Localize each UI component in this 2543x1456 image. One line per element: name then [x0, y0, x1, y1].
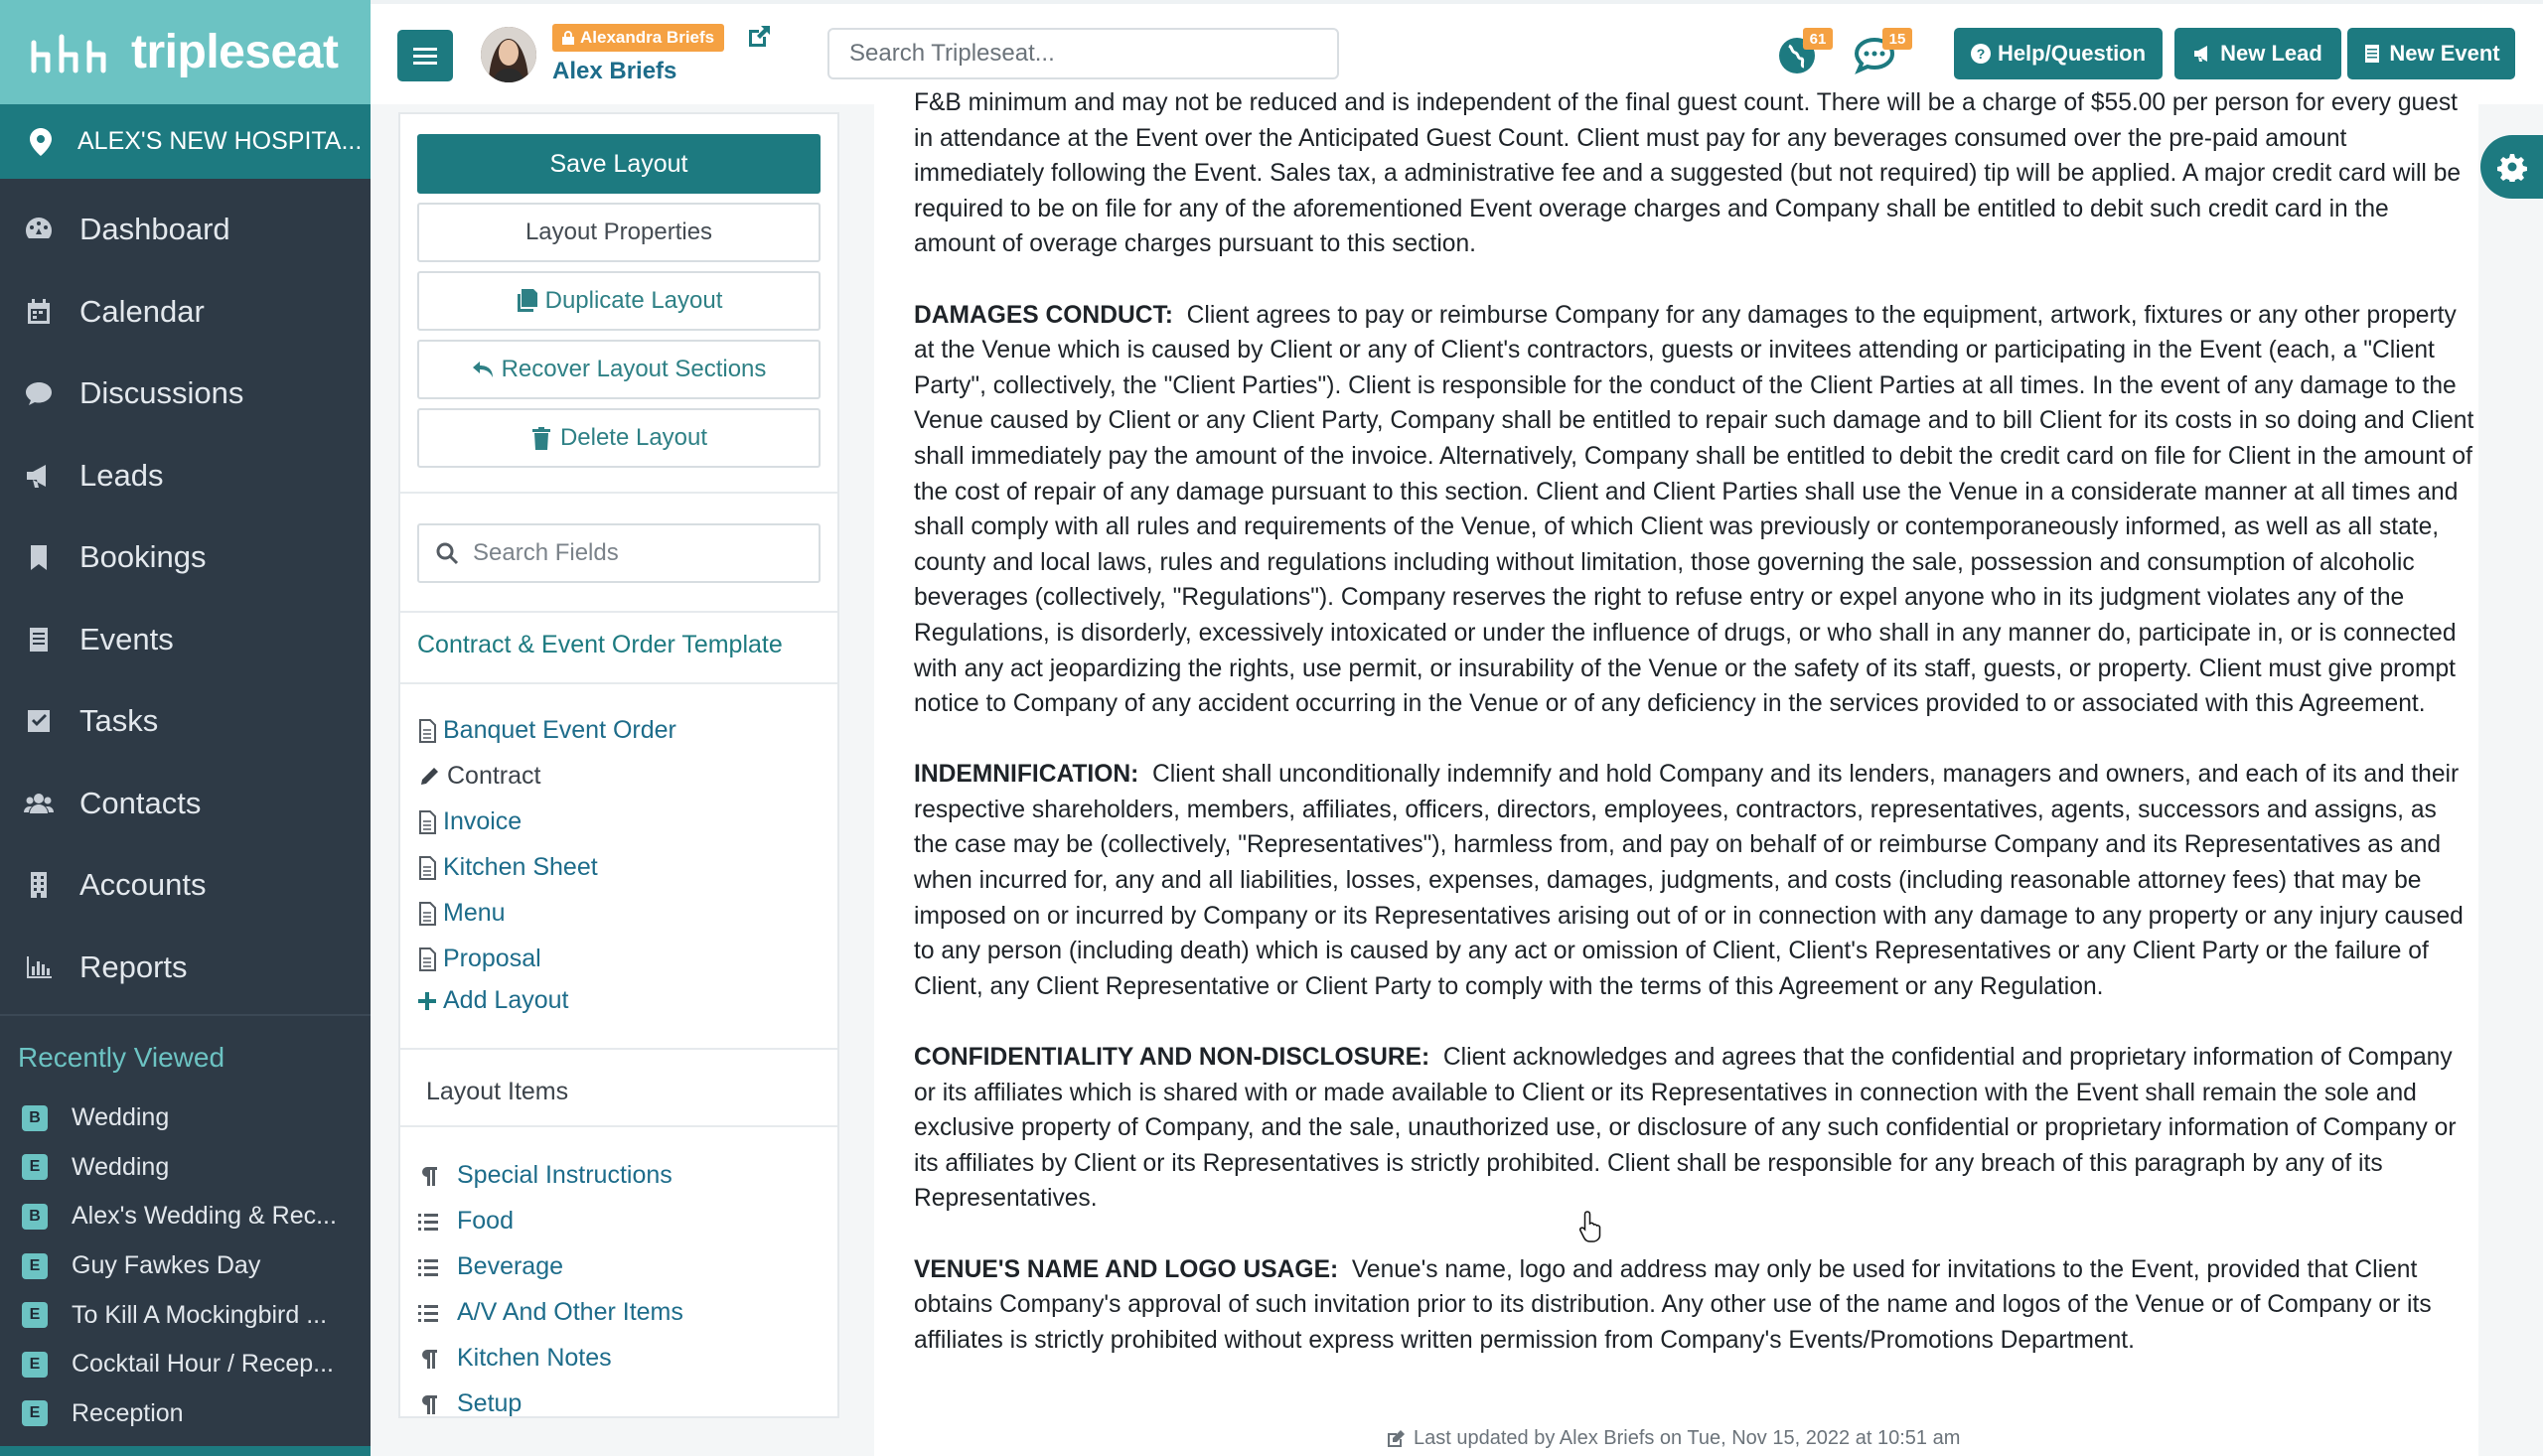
document-body	[914, 89, 2475, 1393]
new-lead-label: New Lead	[2220, 41, 2322, 66]
file-icon	[417, 719, 437, 743]
global-search-input[interactable]	[827, 28, 1339, 79]
layout-link-menu[interactable]	[417, 899, 506, 928]
sidebar-footer-bar	[0, 1446, 371, 1456]
calendar-icon	[24, 297, 54, 327]
layout-link-proposal[interactable]	[417, 945, 541, 973]
list-icon	[417, 1211, 439, 1233]
messages-count-badge: 15	[1882, 28, 1912, 50]
svg-text:?: ?	[1976, 46, 1986, 62]
recent-item-label: Cocktail Hour / Recep...	[72, 1350, 334, 1379]
nav-label: Tasks	[79, 703, 159, 739]
layout-editor-panel	[398, 112, 839, 1418]
user-badge-label: Alexandra Briefs	[580, 28, 715, 47]
list-icon	[417, 1256, 439, 1278]
recover-layout-sections-button[interactable]	[417, 340, 821, 399]
trash-icon	[530, 426, 552, 450]
notifications-count-badge: 61	[1803, 28, 1833, 50]
event-badge: E	[22, 1154, 48, 1180]
panel-divider	[400, 611, 837, 613]
event-badge: E	[22, 1400, 48, 1426]
brand-name: tripleseat	[131, 26, 339, 78]
panel-divider	[400, 682, 837, 684]
building-icon	[24, 870, 54, 900]
recent-item[interactable]	[0, 1192, 371, 1241]
booking-badge: B	[22, 1204, 48, 1230]
paragraph-icon	[417, 1348, 439, 1370]
gear-icon	[2497, 152, 2527, 182]
nav-label: Reports	[79, 948, 188, 984]
document-section-indemnification	[914, 757, 2475, 1004]
layout-item-label: Food	[457, 1207, 514, 1235]
layout-link-label: Invoice	[443, 807, 523, 835]
nav-label: Leads	[79, 457, 164, 493]
recent-item[interactable]	[0, 1290, 371, 1340]
chat-icon	[24, 378, 54, 408]
question-circle-icon	[1971, 44, 1991, 64]
copy-icon	[516, 289, 537, 313]
megaphone-icon	[24, 461, 54, 491]
last-updated-text: Last updated by Alex Briefs on Tue, Nov 15, 2022 at 10:51 am	[1414, 1427, 1961, 1449]
nav-label: Discussions	[79, 375, 244, 411]
user-name[interactable]: Alex Briefs	[552, 58, 677, 84]
file-icon	[417, 947, 437, 971]
map-pin-icon	[30, 128, 52, 156]
help-question-label: Help/Question	[1997, 41, 2147, 66]
users-icon	[24, 789, 54, 818]
layout-item-label: Special Instructions	[457, 1161, 673, 1189]
recently-viewed-title: Recently Viewed	[18, 1042, 225, 1073]
section-heading: CONFIDENTIALITY AND NON-DISCLOSURE:	[914, 1044, 1430, 1072]
event-badge: E	[22, 1352, 48, 1378]
search-fields-placeholder: Search Fields	[473, 539, 619, 566]
layout-link-label: Kitchen Sheet	[443, 853, 598, 881]
recent-item-label: Wedding	[72, 1152, 170, 1181]
paragraph-icon	[417, 1165, 439, 1187]
section-body: Client shall unconditionally indemnify and hold Company and its lenders, managers and owners, and each of its and their respective shareholders, members, affiliates, officers, directors, employees, contractors, representatives, agents, successors and assigns, as the case may be (collectively, "Representatives"), harmless from, and pay on behalf of or reimburse Company and its Representatives as and when incurred for, any and all liabilities, losses, expenses, damages, judgments, and costs (including reasonable attorney fees) that may be imposed on or incurred by Company or its Representatives arising out of or in connection with any damage to any property or any injury caused to any person (including death) which is caused by any act or omission of Client, Client's Representatives or any Client Party or the failure of Client, any Client Representative or Client Party to comply with the terms of this Agreement or any Regulation.	[914, 761, 2464, 1000]
edit-icon	[1386, 1429, 1406, 1449]
duplicate-layout-label: Duplicate Layout	[544, 287, 723, 314]
settings-tab[interactable]	[2480, 135, 2543, 199]
sidebar	[0, 0, 371, 1456]
layout-link-contract[interactable]	[417, 762, 540, 791]
nav-label: Accounts	[79, 867, 207, 903]
section-heading: VENUE'S NAME AND LOGO USAGE:	[914, 1255, 1339, 1283]
layout-link-label: Banquet Event Order	[443, 716, 676, 744]
bar-chart-icon	[24, 952, 54, 982]
recent-item[interactable]	[0, 1389, 371, 1439]
delete-layout-button[interactable]	[417, 408, 821, 468]
nav-label: Calendar	[79, 293, 205, 329]
nav-label: Dashboard	[79, 212, 230, 247]
paragraph-icon	[417, 1393, 439, 1415]
pencil-icon	[417, 765, 441, 789]
document-section-venue-name	[914, 1252, 2475, 1359]
user-badge	[552, 24, 724, 52]
layout-link-kitchen-sheet[interactable]	[417, 853, 598, 882]
help-question-button[interactable]	[1954, 28, 2163, 79]
save-layout-button[interactable]	[417, 134, 821, 194]
layout-link-banquet-event-order[interactable]	[417, 716, 676, 745]
megaphone-icon	[2193, 44, 2213, 64]
hand-cursor-icon	[1579, 1210, 1605, 1243]
list-icon	[417, 1302, 439, 1324]
section-body: Client acknowledges and agrees that the confidential and proprietary information of Company or its affiliates which is shared with or made available to Client or its Representatives in connection with the Event shall remain the sole and exclusive property of Company, and the sale, unauthorized use, or disclosure of any such confidential or proprietary information of Company or its affiliates by Client or its Representatives is strictly prohibited. Client shall be responsible for any breach of this paragraph by any of its Representatives.	[914, 1044, 2457, 1213]
plus-icon	[417, 989, 437, 1013]
file-icon	[417, 856, 437, 880]
duplicate-layout-button[interactable]	[417, 271, 821, 331]
event-badge: E	[22, 1302, 48, 1328]
file-icon	[417, 810, 437, 834]
recent-item-label: To Kill A Mockingbird ...	[72, 1300, 328, 1329]
undo-icon	[472, 358, 494, 381]
nav-events[interactable]	[0, 599, 371, 681]
nav-bookings[interactable]	[0, 516, 371, 599]
layout-item-setup[interactable]	[417, 1389, 522, 1418]
section-body: Client agrees to pay or reimburse Company for any damages to the equipment, artwork, fixtures or any other property at the Venue which is caused by Client or any of Client's contractors, guests or invitees attending or participating in the Event (each, a "Client Party", collectively, the "Client Parties"). Client is responsible for the conduct of the Client Parties at all times. In the event of any damage to the Venue caused by Client or any Client Party, Company shall be entitled to repair such damage and to bill Client for its costs in so doing and Client shall immediately pay the amount of the invoice. Alternatively, Company shall be entitled to debit the credit card on file for Client in the amount of the cost of repair of any damage pursuant to this section. Client and Client Parties shall use the Venue in a considerate manner at all times and shall comply with all rules and requirements of the Venue, of which Client was previously or contemporaneously informed, as well as all state, county and local laws, rules and regulations including without limitation, those governing the sale, possession and consumption of alcoholic beverages (collectively, "Regulations"). Company reserves the right to refuse entry or expel anyone who in its judgment violates any of the Regulations, is disorderly, excessively intoxicated or under the influence of drugs, or who shall in any manner do, participate in, or is connected with any act jeopardizing the rights, use permit, or insurability of the Venue or the safety of its staff, guests, or property. Client must give prompt notice to Company of any accident occurring in the Venue or of any deficiency in the services provided to or associated with this Agreement.	[914, 301, 2474, 718]
venue-selector[interactable]	[0, 104, 371, 179]
layout-item-label: Kitchen Notes	[457, 1344, 612, 1372]
file-icon	[417, 902, 437, 926]
events-icon	[24, 625, 54, 655]
nav-contacts[interactable]	[0, 763, 371, 845]
section-heading: INDEMNIFICATION:	[914, 761, 1139, 789]
brand-logo[interactable]	[0, 0, 371, 104]
nav-accounts[interactable]	[0, 844, 371, 927]
search-fields-input[interactable]	[417, 523, 821, 583]
add-layout-link[interactable]	[417, 986, 569, 1015]
recent-item-label: Guy Fawkes Day	[72, 1251, 261, 1280]
contract-document	[874, 89, 2478, 1456]
layout-item-food[interactable]	[417, 1207, 514, 1236]
panel-divider	[400, 1048, 837, 1050]
recover-layout-sections-label: Recover Layout Sections	[501, 356, 767, 382]
nav-label: Events	[79, 621, 174, 656]
layout-item-label: Beverage	[457, 1252, 564, 1280]
nav-label: Bookings	[79, 539, 207, 575]
event-badge: E	[22, 1253, 48, 1279]
top-bar-border	[371, 0, 2543, 4]
recent-item[interactable]	[0, 1340, 371, 1389]
layout-item-av-other[interactable]	[417, 1298, 683, 1327]
document-section-confidentiality	[914, 1040, 2475, 1217]
layout-link-label: Proposal	[443, 945, 541, 972]
nav-dashboard[interactable]	[0, 189, 371, 271]
new-lead-button[interactable]	[2174, 28, 2341, 79]
template-link[interactable]: Contract & Event Order Template	[417, 631, 783, 658]
layout-item-kitchen-notes[interactable]	[417, 1344, 612, 1373]
recent-item[interactable]	[0, 1241, 371, 1291]
document-paragraph	[914, 89, 2475, 262]
venue-name: ALEX'S NEW HOSPITA...	[77, 127, 363, 155]
layout-item-beverage[interactable]	[417, 1252, 563, 1281]
recent-item-label: Reception	[72, 1398, 184, 1427]
lock-icon	[562, 31, 574, 45]
nav-tasks[interactable]	[0, 680, 371, 763]
nav-discussions[interactable]	[0, 353, 371, 435]
document-section-damages	[914, 298, 2475, 722]
layout-link-label: Contract	[447, 762, 541, 790]
layout-link-invoice[interactable]	[417, 807, 522, 836]
section-heading: DAMAGES CONDUCT:	[914, 301, 1173, 329]
hamburger-icon	[413, 46, 437, 66]
section-body: Venue's name, logo and address may only be used for invitations to the Event, provided that Client obtains Company's approval of such invitation prior to its distribution. Any other use of the name and logos of the Venue or of Company or its affiliates is strictly prohibited without express written permission from Company's Events/Promotions Department.	[914, 1255, 2432, 1354]
layout-items-title: Layout Items	[426, 1078, 569, 1105]
events-icon	[2362, 44, 2382, 64]
recently-viewed-list	[0, 1093, 371, 1438]
booking-badge: B	[22, 1105, 48, 1131]
layout-properties-label: Layout Properties	[524, 218, 713, 245]
new-event-button[interactable]	[2347, 28, 2515, 79]
new-event-label: New Event	[2389, 41, 2500, 66]
checkbox-icon	[24, 706, 54, 736]
layout-item-label: A/V And Other Items	[457, 1298, 683, 1326]
add-layout-label: Add Layout	[443, 986, 569, 1014]
tripleseat-logo-icon	[30, 31, 119, 74]
panel-divider	[400, 1125, 837, 1127]
layout-link-label: Menu	[443, 899, 506, 927]
recent-item-label: Wedding	[72, 1103, 170, 1132]
menu-toggle-button[interactable]	[397, 30, 453, 81]
paragraph-text: F&B minimum and may not be reduced and is independent of the final guest count. There will be a charge of $55.00 per person for every guest in attendance at the Event over the Anticipated Guest Count. Client must pay for any beverages consumed over the pre-paid amount immediately following the Event. Sales tax, a administrative fee and a suggested (but not required) tip will be applied. A major credit card will be required to be on file for any of the aforementioned Event overage charges and Company shall be entitled to debit such credit card in the amount of overage charges pursuant to this section.	[914, 89, 2462, 258]
delete-layout-label: Delete Layout	[559, 424, 708, 451]
main-nav	[0, 179, 371, 1008]
recent-item-label: Alex's Wedding & Rec...	[72, 1202, 337, 1231]
user-photo-icon	[481, 27, 536, 82]
dashboard-icon	[24, 215, 54, 244]
save-layout-label: Save Layout	[549, 149, 688, 178]
bookmark-icon	[24, 542, 54, 572]
nav-calendar[interactable]	[0, 271, 371, 354]
search-icon	[435, 541, 459, 565]
nav-leads[interactable]	[0, 435, 371, 517]
recent-item[interactable]	[0, 1093, 371, 1143]
last-updated	[1386, 1427, 1960, 1450]
avatar[interactable]	[481, 27, 536, 82]
panel-divider	[400, 492, 837, 494]
external-link-icon[interactable]	[746, 24, 772, 50]
layout-item-label: Setup	[457, 1389, 523, 1417]
layout-item-special-instructions[interactable]	[417, 1161, 673, 1190]
nav-reports[interactable]	[0, 927, 371, 1009]
layout-properties-button[interactable]	[417, 203, 821, 262]
nav-label: Contacts	[79, 785, 202, 820]
recent-item[interactable]	[0, 1143, 371, 1193]
